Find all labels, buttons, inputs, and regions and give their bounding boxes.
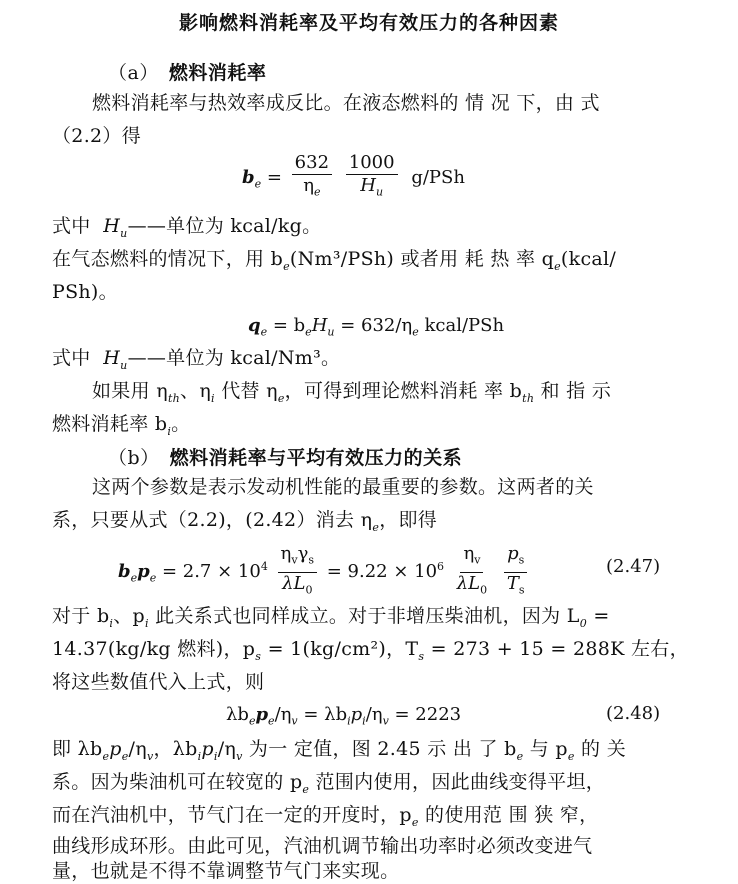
para5-line3: 将这些数值代入上式，则 bbox=[52, 671, 265, 693]
note2: 式中 $H_u——$单位为 kcal/Nm³。 bbox=[52, 347, 341, 372]
equation-3: $b_ep_e = 2.7 \times 10^4$ $\frac{\eta_v\gamma_s}{\lambda L_0}$ = $9.22 \times 10^6$ $\frac{\eta_v}{\lambda L_0}$ $\frac{p_s}{T_s}$ bbox=[118, 543, 532, 601]
section-a-heading bbox=[108, 58, 266, 85]
page-title: 影响燃料消耗率及平均有效压力的各种因素 bbox=[178, 12, 559, 34]
para6-line2: 系。因为柴油机可在较宽的 $p_e$ 范围内使用，因此曲线变得平坦， bbox=[52, 771, 606, 796]
equation-2: $q_e = b_eH_u = 632/\eta_e$ kcal/PSh bbox=[248, 315, 505, 339]
para3-line2: 燃料消耗率 $b_i$。 bbox=[52, 413, 191, 438]
para6-line5: 量，也就是不得不靠调整节气门来实现。 bbox=[52, 860, 400, 882]
para2-line1: 在气态燃料的情况下，用 $b_e(Nm^3/PSh)$ 或者用 耗 热 率 $q_e(kcal/$ bbox=[52, 248, 617, 273]
para2-line2: PSh)。 bbox=[52, 281, 118, 303]
eq3-fraction-1: $\frac{\eta_v\gamma_s}{\lambda L_0}$ bbox=[278, 543, 317, 601]
section-a-title: 燃料消耗率 bbox=[168, 62, 267, 84]
para6-line1: 即 $\lambda b_ep_e/\eta_v$，$\lambda b_ip_i/\eta_v$ 为一 定值，图 2.45 示 出 了 $b_e$ 与 $p_e$ 的 关 bbox=[52, 738, 626, 763]
para6-line3: 而在汽油机中，节气门在一定的开度时，$p_e$ 的使用范 围 狭 窄， bbox=[52, 804, 599, 829]
para1-line1: 燃料消耗率与热效率成反比。在液态燃料的 情 况 下，由 式 bbox=[92, 92, 600, 114]
eq3-fraction-2: $\frac{\eta_v}{\lambda L_0}$ bbox=[456, 543, 488, 597]
eq1-fraction-1: $\frac{632}{\eta_e}$ bbox=[292, 152, 332, 204]
section-a-tag: （a） bbox=[108, 62, 159, 84]
para5-line1: 对于 $b_i$、$p_i$ 此关系式也同样成立。对于非增压柴油机，因为 $L_0$ = bbox=[52, 605, 610, 630]
section-b-heading bbox=[108, 443, 462, 470]
equation-4-number: (2.48) bbox=[606, 703, 661, 724]
para6-line4: 曲线形成环形。由此可见，汽油机调节输出功率时必须改变进气 bbox=[52, 835, 593, 857]
para5-line2: 14.37(kg/kg 燃料)，$p_s = 1(kg/cm^2)$，$T_s = 273 + 15 = 288K$ 左右， bbox=[52, 638, 689, 663]
eq1-fraction-2: $\frac{1000}{H_u}$ bbox=[346, 152, 398, 204]
equation-1: $b_e$ = $\frac{632}{\eta_e}$ $\frac{1000}{H_u}$ g/PSh bbox=[242, 152, 465, 204]
para3-line1: 如果用 $\eta_{th}$、$\eta_i$ 代替 $\eta_e$，可得到理论燃料消耗 率 $b_{th}$ 和 指 示 bbox=[92, 380, 612, 405]
equation-3-number: (2.47) bbox=[606, 556, 661, 577]
eq3-fraction-3: $\frac{p_s}{T_s}$ bbox=[504, 543, 528, 601]
para1-line2: （2.2）得 bbox=[52, 125, 142, 147]
para4-line2: 系，只要从式（2.2)，(2.42）消去 $\eta_e$，即得 bbox=[52, 509, 438, 534]
section-b-tag: （b） bbox=[108, 447, 160, 469]
equation-4: $\lambda b_ep_e/\eta_v = \lambda b_ip_i/\eta_v = 2223$ bbox=[226, 704, 462, 728]
section-b-title: 燃料消耗率与平均有效压力的关系 bbox=[169, 447, 463, 469]
note1: 式中 $H_u——$单位为 kcal/kg。 bbox=[52, 215, 322, 240]
para4-line1: 这两个参数是表示发动机性能的最重要的参数。这两者的关 bbox=[92, 476, 594, 498]
